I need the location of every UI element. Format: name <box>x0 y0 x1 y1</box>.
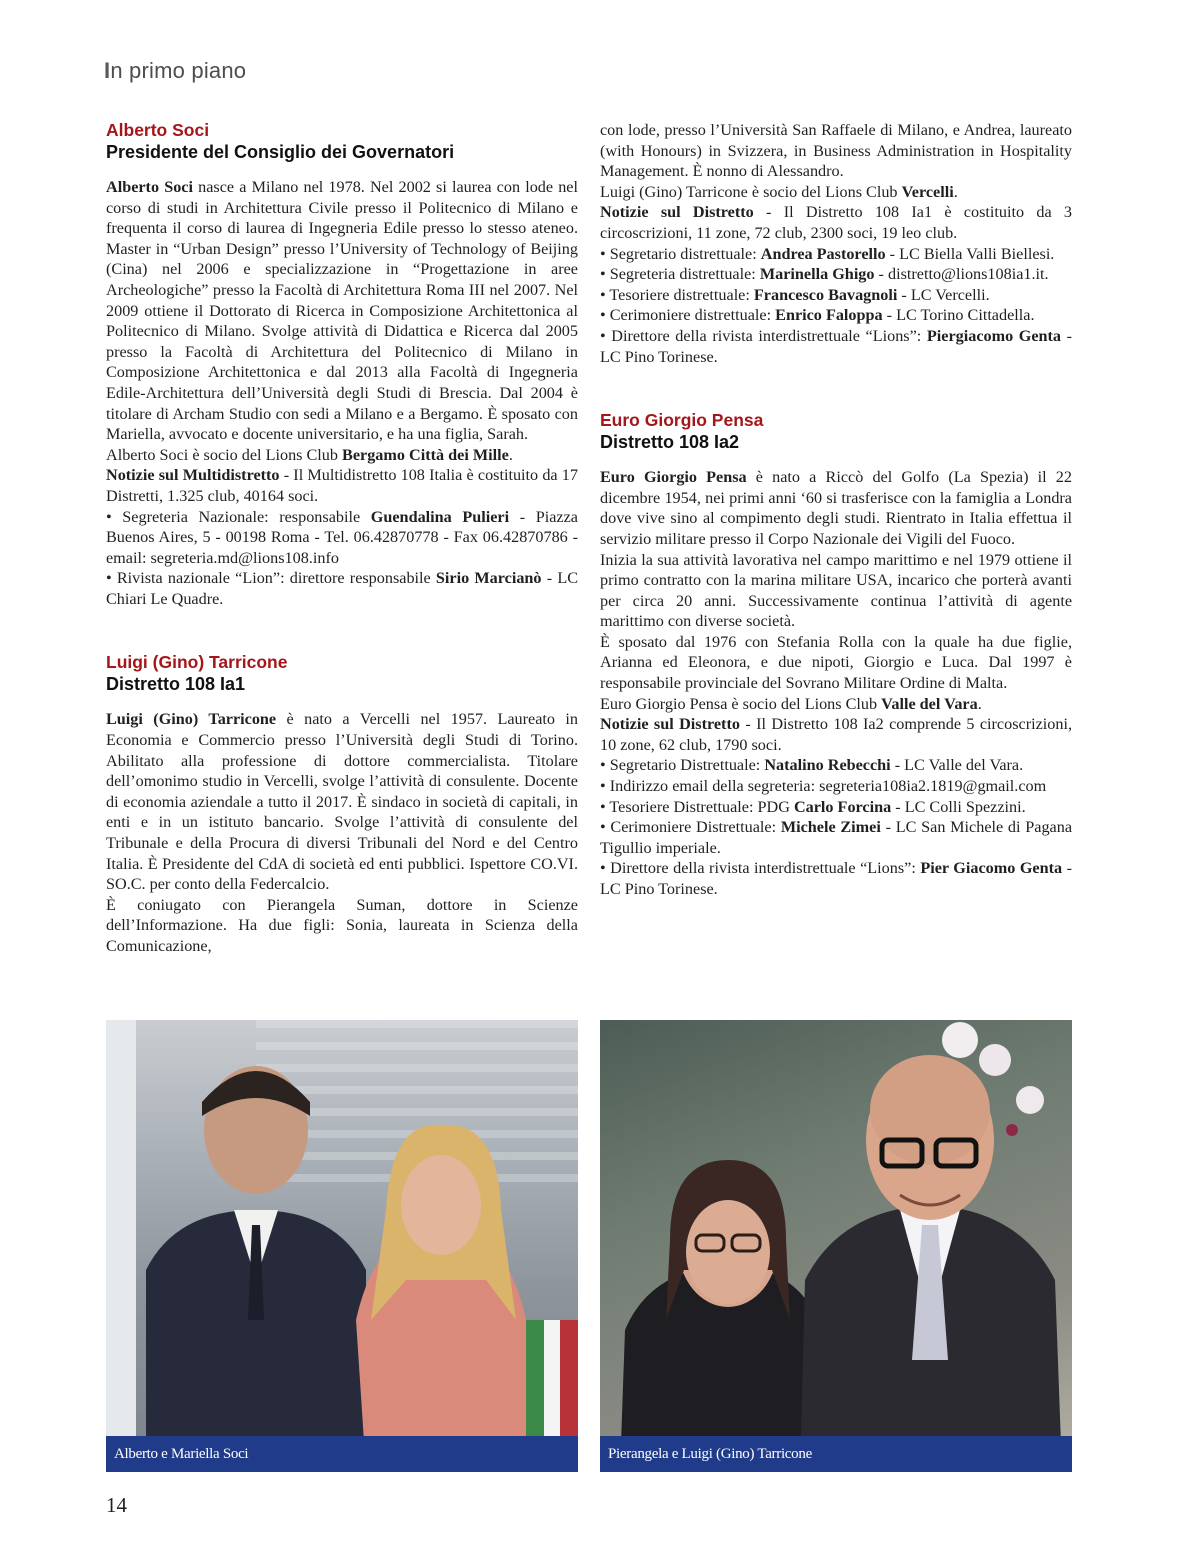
page-number: 14 <box>106 1493 127 1517</box>
bio-paragraph: Euro Giorgio Pensa è nato a Riccò del Golfo (La Spezia) il 22 dicembre 1954, nei primi anni ‘60 si trasferisce con la famiglia a Londra dove vive sino al compimento degli studi. Rientrato in Italia effettua il servizio militare presso il Corpo Nazionale dei Vigili del Fuoco. <box>600 468 1072 548</box>
work-paragraph: Inizia la sua attività lavorativa nel campo marittimo e nel 1979 ottiene il primo contratto con la marina militare USA, incarico che porterà avanti per circa 20 anni. Successivamente continua l’attività di agente marittimo con diverse società. <box>600 550 1072 631</box>
family-paragraph: È coniugato con Pierangela Suman, dottore in Scienze dell’Informazione. Ha due figli: Sonia, laureata in Scienza della Comunicazione, <box>106 895 578 955</box>
club-paragraph: Euro Giorgio Pensa è socio del Lions Club Valle del Vara. <box>600 694 982 713</box>
photo-caption: Alberto e Mariella Soci <box>106 1436 578 1472</box>
bullet-item: • Segreteria distrettuale: Marinella Ghigo - distretto@lions108ia1.it. <box>600 265 1049 284</box>
photo-alberto-mariella-soci <box>106 1020 578 1472</box>
news-paragraph: Notizie sul Distretto - Il Distretto 108 Ia2 comprende 5 circoscrizioni, 10 zone, 62 club, 1790 soci. <box>600 715 1072 754</box>
photo-caption: Pierangela e Luigi (Gino) Tarricone <box>600 1436 1072 1472</box>
profile-role-alberto-soci: Presidente del Consiglio dei Governatori <box>106 142 455 162</box>
profile-body-luigi-tarricone <box>106 709 578 956</box>
profile-body-luigi-tarricone-continued <box>600 120 1072 367</box>
left-column <box>106 120 578 957</box>
bio-paragraph: Luigi (Gino) Tarricone è nato a Vercelli nel 1957. Laureato in Economia e Commercio presso l’Università degli Studi di Torino. Abilitato alla professione di dottore commercialista. Titolare dell’omonimo studio in Vercelli, svolge l’attività di consulente. Docente di economia aziendale a tutto il 2017. È sindaco in società di capitali, in enti e in un istituto bancario. Svolge l’attività di consulente del Tribunale e della Procura di diversi Tribunali del Nord e del Centro Italia. È Presidente del CdA di società ed enti pubblici. Ispettore CO.VI. SO.C. per conto della Federcalcio. <box>106 710 578 894</box>
family-paragraph: È sposato dal 1976 con Stefania Rolla con la quale ha due figlie, Arianna ed Eleonora, e due nipoti, Giorgio e Luca. Dal 1997 è responsabile provinciale del Sovrano Militare Ordine di Malta. <box>600 632 1072 693</box>
bullet-item: • Segretario Distrettuale: Natalino Rebecchi - LC Valle del Vara. <box>600 756 1024 775</box>
photo-pierangela-luigi-tarricone <box>600 1020 1072 1472</box>
photo-left-illustration <box>106 1020 578 1472</box>
profile-name-euro-giorgio-pensa: Euro Giorgio Pensa <box>600 410 764 431</box>
bullet-item: • Tesoriere distrettuale: Francesco Bavagnoli - LC Vercelli. <box>600 285 990 304</box>
profile-body-euro-giorgio-pensa <box>600 467 1072 899</box>
bio-paragraph: Alberto Soci nasce a Milano nel 1978. Nel 2002 si laurea con lode nel corso di studi in Architettura Civile presso il Politecnico di Milano e frequenta il corso di laurea di Ingegneria Edile presso lo stesso ateneo. Master in “Urban Design” presso l’University of Technology of Beijing (Cina) nel 2006 e specializzazione in “Progettazione in aree Archeologiche” presso la Facoltà di Architettura Roma III nel 2007. Nel 2009 ottiene il Dottorato di Ricerca in Composizione Architettonica al Politecnico di Milano. Svolge attività di Didattica e Ricerca dal 2005 presso la Facoltà di Architettura del Politecnico di Milano in Composizione Architettonica e dal 2013 alla Facoltà di Ingegneria Edile-Architettura dell’Università degli Studi di Brescia. Dal 2004 è titolare di Archam Studio con sedi a Milano e a Bergamo. È sposato con Mariella, avvocato e docente universitario, e ha una figlia, Sarah. <box>106 178 578 444</box>
news-paragraph: Notizie sul Multidistretto - Il Multidistretto 108 Italia è costituito da 17 Distretti, 1.325 club, 40164 soci. <box>106 466 578 505</box>
profile-role-euro-giorgio-pensa: Distretto 108 Ia2 <box>600 432 740 453</box>
bullet-item: • Direttore della rivista interdistrettuale “Lions”: Piergiacomo Genta - LC Pino Torinese. <box>600 326 1073 366</box>
club-paragraph: Luigi (Gino) Tarricone è socio del Lions Club Vercelli. <box>600 182 958 201</box>
bullet-item: • Segreteria Nazionale: responsabile Guendalina Pulieri - Piazza Buenos Aires, 5 - 00198 Roma - Tel. 06.42870778 - Fax 06.42870786 - email: segreteria.md@lions108.info <box>106 507 578 567</box>
section-label: In primo piano <box>104 58 247 83</box>
profile-role-luigi-tarricone: Distretto 108 Ia1 <box>106 674 246 695</box>
bullet-item: • Rivista nazionale “Lion”: direttore responsabile Sirio Marcianò - LC Chiari Le Quadre. <box>106 569 578 608</box>
bullet-item: • Direttore della rivista interdistrettuale “Lions”: Pier Giacomo Genta - LC Pino Torinese. <box>600 859 1072 898</box>
profile-body-alberto-soci <box>106 177 578 609</box>
profile-name-luigi-tarricone: Luigi (Gino) Tarricone <box>106 652 288 673</box>
news-paragraph: Notizie sul Distretto - Il Distretto 108 Ia1 è costituito da 3 circoscrizioni, 11 zone, 72 club, 2300 soci, 19 leo club. <box>600 203 1073 242</box>
right-column <box>600 120 1072 900</box>
bullet-item: • Cerimoniere distrettuale: Enrico Faloppa - LC Torino Cittadella. <box>600 306 1035 325</box>
profile-name-alberto-soci: Alberto Soci <box>106 120 210 140</box>
bullet-item: • Segretario distrettuale: Andrea Pastorello - LC Biella Valli Biellesi. <box>600 244 1055 263</box>
photo-right-illustration <box>600 1020 1072 1472</box>
bullet-item: • Indirizzo email della segreteria: segreteria108ia2.1819@gmail.com <box>600 777 1047 796</box>
bullet-item: • Cerimoniere Distrettuale: Michele Zimei - LC San Michele di Pagana Tigullio imperiale. <box>600 818 1072 857</box>
club-paragraph: Alberto Soci è socio del Lions Club Bergamo Città dei Mille. <box>106 445 513 464</box>
bullet-item: • Tesoriere Distrettuale: PDG Carlo Forcina - LC Colli Spezzini. <box>600 797 1026 816</box>
family-paragraph: con lode, presso l’Università San Raffaele di Milano, e Andrea, laureato (with Honours) in Svizzera, in Business Administration in Hospitality Management. È nonno di Alessandro. <box>600 121 1072 181</box>
